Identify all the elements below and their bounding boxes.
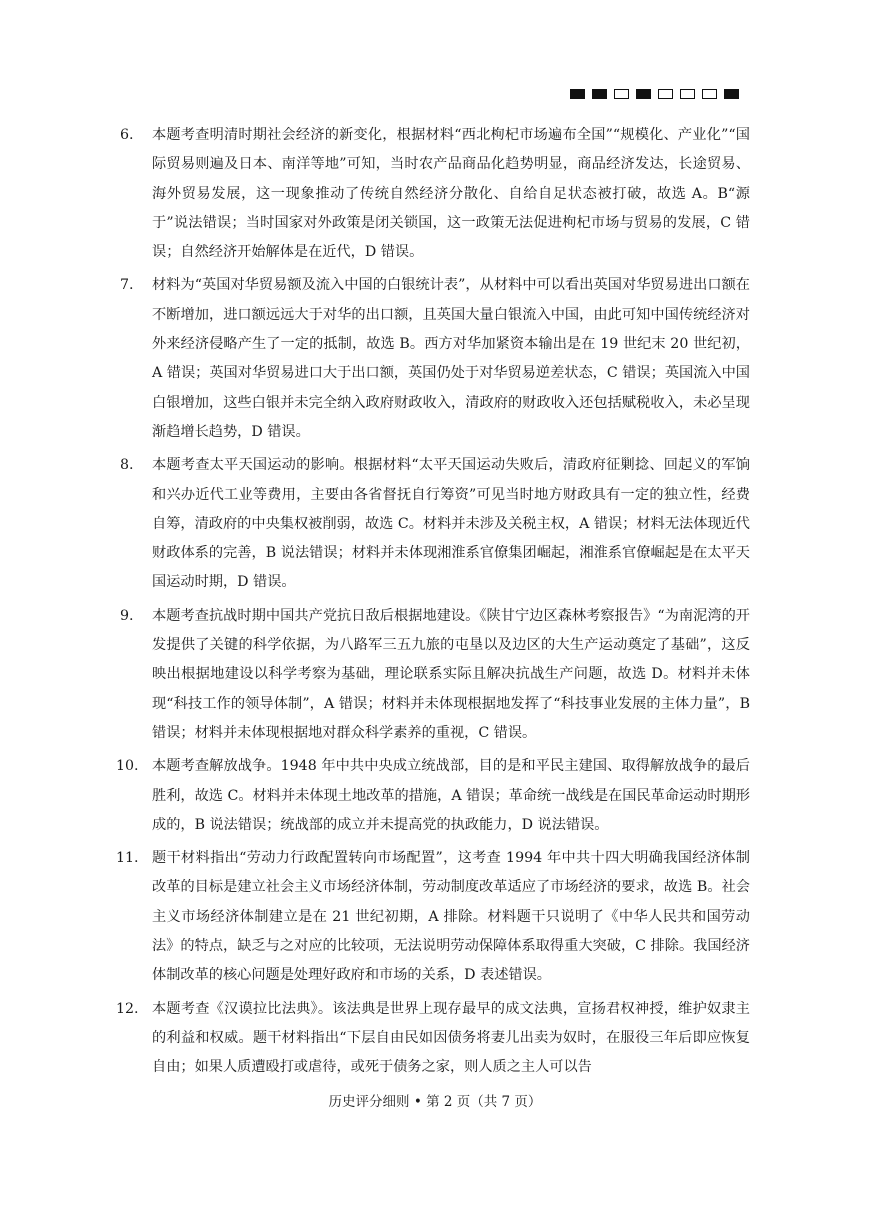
filled-square-mark <box>724 89 739 99</box>
answer-item-12 <box>116 995 750 1083</box>
answer-item-8 <box>120 451 750 597</box>
item-text: 本题考查抗战时期中国共产党抗日敌后根据地建设。《陕甘宁边区森林考察报告》“为南泥湾的开发提供了关键的科学依据，为八路军三五九旅的屯垦以及边区的大生产运动奠定了基础”，这反映出根据地建设以科学考察为基础，理论联系实际且解决抗战生产问题，故选 D。材料并未体现“科技工作的领导体制”，A 错误；材料并未体现根据地发挥了“科技事业发展的主体力量”，B 错误；材料并未体现根据地对群众科学素养的重视，C 错误。 <box>152 607 750 741</box>
answer-list <box>116 121 750 1087</box>
item-number: 9. <box>120 607 134 624</box>
answer-item-6 <box>120 121 750 267</box>
item-number: 12. <box>116 1000 139 1017</box>
filled-square-mark <box>592 89 607 99</box>
item-number: 7. <box>120 277 134 294</box>
answer-item-7 <box>120 271 750 447</box>
answer-item-10 <box>116 752 750 840</box>
item-text: 本题考查明清时期社会经济的新变化，根据材料“西北枸杞市场遍布全国”“规模化、产业化”“国际贸易则遍及日本、南洋等地”可知，当时农产品商品化趋势明显，商品经济发达，长途贸易、海外贸易发展，这一现象推动了传统自然经济分散化、自给自足状态被打破，故选 A。B“源于”说法错误；当时国家对外政策是闭关锁国，这一政策无法促进枸杞市场与贸易的发展，C 错误；自然经济开始解体是在近代，D 错误。 <box>152 127 750 261</box>
empty-square-mark <box>658 89 673 99</box>
answer-item-9 <box>120 602 750 748</box>
filled-square-mark <box>570 89 585 99</box>
empty-square-mark <box>702 89 717 99</box>
item-number: 10. <box>116 758 139 775</box>
item-text: 本题考查太平天国运动的影响。根据材料“太平天国运动失败后，清政府征剿捻、回起义的军饷和兴办近代工业等费用，主要由各省督抚自行筹资”可见当时地方财政具有一定的独立性，经费自筹，清政府的中央集权被削弱，故选 C。材料并未涉及关税主权，A 错误；材料无法体现近代财政体系的完善，B 说法错误；材料并未体现湘淮系官僚集团崛起，湘淮系官僚崛起是在太平天国运动时期，D 错误。 <box>152 457 750 591</box>
item-number: 6. <box>120 127 134 143</box>
filled-square-mark <box>636 89 651 99</box>
item-text: 题干材料指出“劳动力行政配置转向市场配置”，这考查 1994 年中共十四大明确我国经济体制改革的目标是建立社会主义市场经济体制，劳动制度改革适应了市场经济的要求，故选 B。社会主义市场经济体制建立是在 21 世纪初期，A 排除。材料题干只说明了《中华人民共和国劳动法》的特点，缺乏与之对应的比较项，无法说明劳动保障体系取得重大突破，C 排除。我国经济体制改革的核心问题是处理好政府和市场的关系，D 表述错误。 <box>152 850 750 984</box>
header-marks <box>570 89 739 99</box>
item-number: 11. <box>116 850 139 867</box>
item-number: 8. <box>120 457 134 474</box>
page-footer: 历史评分细则 • 第 2 页（共 7 页） <box>328 1094 542 1110</box>
empty-square-mark <box>614 89 629 99</box>
empty-square-mark <box>680 89 695 99</box>
answer-item-11 <box>116 844 750 990</box>
item-text: 本题考查解放战争。1948 年中共中央成立统战部，目的是和平民主建国、取得解放战争的最后胜利，故选 C。材料并未体现土地改革的措施，A 错误；革命统一战线是在国民革命运动时期形成的，B 说法错误；统战部的成立并未提高党的执政能力，D 说法错误。 <box>152 758 750 833</box>
item-text: 本题考查《汉谟拉比法典》。该法典是世界上现存最早的成文法典，宣扬君权神授，维护奴隶主的利益和权威。题干材料指出“下层自由民如因债务将妻儿出卖为奴时，在服役三年后即应恢复自由；如果人质遭殴打或虐待，或死于债务之家，则人质之主人可以告 <box>152 1000 750 1076</box>
item-text: 材料为“英国对华贸易额及流入中国的白银统计表”，从材料中可以看出英国对华贸易进出口额在不断增加，进口额远远大于对华的出口额，且英国大量白银流入中国，由此可知中国传统经济对外来经济侵略产生了一定的抵制，故选 B。西方对华加紧资本输出是在 19 世纪末 20 世纪初，A 错误；英国对华贸易进口大于出口额，英国仍处于对华贸易逆差状态，C 错误；英国流入中国白银增加，这些白银并未完全纳入政府财政收入，清政府的财政收入还包括赋税收入，未必呈现渐趋增长趋势，D 错误。 <box>152 277 750 440</box>
